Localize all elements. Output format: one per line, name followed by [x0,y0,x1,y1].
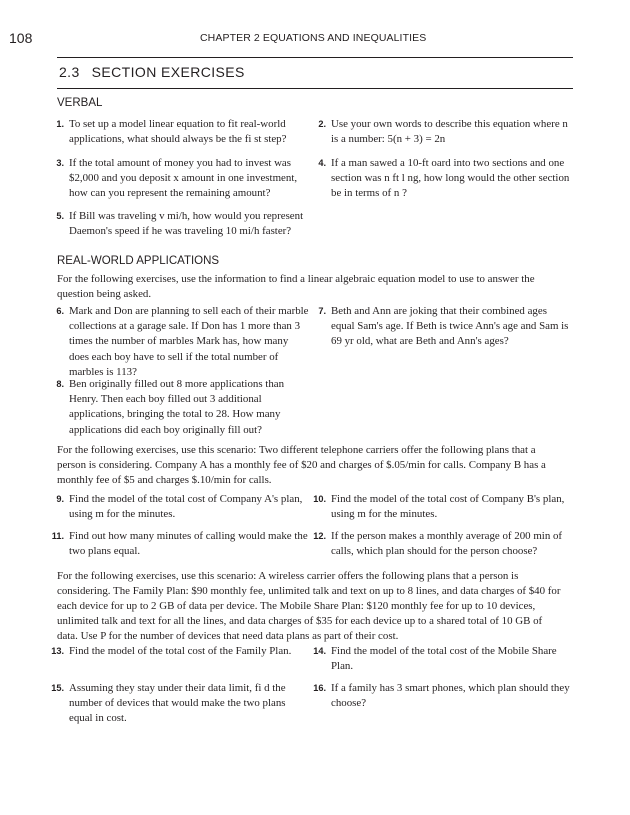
exercise-text: Find out how many minutes of calling would make the two plans equal. [69,530,308,558]
exercise-number: 15. [51,683,64,693]
exercise-number: 1. [56,119,64,129]
running-head-title: EQUATIONS AND INEQUALITIES [262,32,427,44]
section-title [59,64,245,80]
exercise-number: 9. [56,494,64,504]
exercise-number: 11. [51,531,64,541]
exercise-text: Find the model of the total cost of the Family Plan. [69,645,292,657]
exercise-number: 8. [56,379,64,389]
exercise-number: 14. [313,646,326,656]
intro-paragraph-2: For the following exercises, use this scenario: Two different telephone carriers offer the following plans that a person is considering. Company A has a monthly fee of $20 and charges of $.05/min for calls. Company B has a monthly fee of $5 and charges $.10/min for calls. [57,444,546,486]
verbal-heading: VERBAL [57,97,103,109]
exercise-text: Ben originally filled out 8 more applications than Henry. Then each boy filled out 3 additional applications, bringing the total to 28. How many applications did each boy originally fill out? [69,378,285,436]
exercise-number: 2. [318,119,326,129]
running-head [200,32,426,44]
exercise-number: 4. [318,158,326,168]
exercise-text: Find the model of the total cost of Company A's plan, using m for the minutes. [69,493,303,521]
exercise-text: If Bill was traveling v mi/h, how would you represent Daemon's speed if he was traveling 10 mi/h faster? [69,210,304,238]
realworld-heading: REAL-WORLD APPLICATIONS [57,255,220,267]
exercise-text: If a family has 3 smart phones, which plan should they choose? [331,682,570,710]
running-head-chapter: CHAPTER 2 [200,32,260,44]
exercise-number: 10. [313,494,326,504]
intro-paragraph-1: For the following exercises, use the information to find a linear algebraic equation model to use to answer the question being asked. [57,273,535,300]
exercise-text: If a man sawed a 10-ft oard into two sections and one section was n ft l ng, how long would the other section be in terms of n ? [331,157,570,200]
exercise-text: Assuming they stay under their data limit, fi d the number of devices that would make the two plans equal in cost. [69,682,286,725]
section-number: 2.3 [59,64,80,80]
exercise-number: 16. [313,683,326,693]
exercise-text: If the total amount of money you had to invest was $2,000 and you deposit x amount in one investment, how can you represent the remaining amount? [69,157,298,200]
exercise-text: Find the model of the total cost of Company B's plan, using m for the minutes. [331,493,565,521]
exercise-number: 13. [51,646,64,656]
exercise-text: Mark and Don are planning to sell each of their marble collections at a garage sale. If Don has 1 more than 3 times the number of marbles Mark has, how many does each boy have to sell if the total number of marbles is 113? [69,305,309,378]
exercise-text: Beth and Ann are joking that their combined ages equal Sam's age. If Beth is twice Ann's age and Sam is 69 yr old, what are Beth and Ann's ages? [331,305,569,348]
exercise-number: 5. [56,211,64,221]
exercise-text: Find the model of the total cost of the Mobile Share Plan. [331,645,557,673]
exercise-number: 3. [56,158,64,168]
exercise-text: Use your own words to describe this equation where n is a number: 5(n + 3) = 2n [331,118,568,146]
page-number: 108 [9,30,33,46]
exercise-text: To set up a model linear equation to fit real-world applications, what should always be the fi st step? [69,118,287,146]
intro-paragraph-3: For the following exercises, use this scenario: A wireless carrier offers the following plans that a person is considering. The Family Plan: $90 monthly fee, unlimited talk and text on up to 8 lines, and data charges of $40 for each device for up to 2 GB of data per device. The Mobile Share Plan: $120 monthly fee for up to 10 devices, unlimited talk and text for all the lines, and data charges of $35 for each device up to a shared total of 10 GB of data. Use P for the number of devices that need data plans as part of their cost. [57,570,561,642]
exercise-text: If the person makes a monthly average of 200 min of calls, which plan should for the person choose? [331,530,563,558]
section-title-text: SECTION EXERCISES [91,64,245,80]
exercise-number: 12. [313,531,326,541]
exercise-number: 7. [318,306,326,316]
exercise-number: 6. [56,306,64,316]
